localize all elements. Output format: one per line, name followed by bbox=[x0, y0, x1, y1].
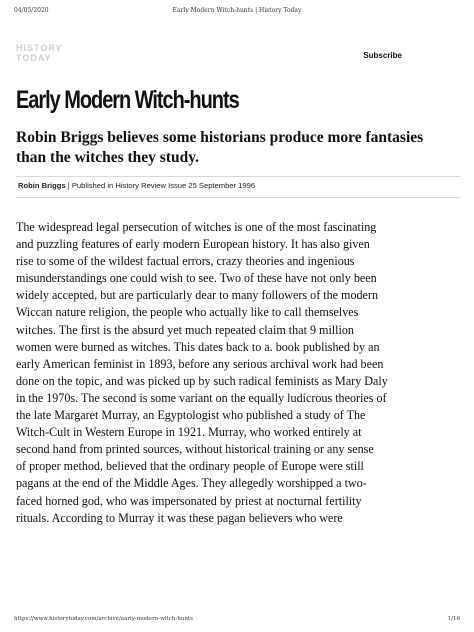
body-line: of proper method, believed that the ordinary people of Europe were still bbox=[16, 459, 364, 474]
body-line: in the 1970s. The second is some variant on the equally ludicrous theories of bbox=[16, 390, 387, 405]
body-line: Witch-Cult in Western Europe in 1921. Murray, who worked entirely at bbox=[16, 425, 362, 440]
body-line: rituals. According to Murray it was these pagan believers who were bbox=[16, 510, 343, 525]
body-line: The widespread legal persecution of witches is one of the most fascinating bbox=[16, 220, 377, 234]
logo-line-2: TODAY bbox=[16, 53, 52, 63]
print-url: https://www.historytoday.com/archive/early-modern-witch-hunts bbox=[14, 616, 193, 622]
body-line: women were burned as witches. This dates back to a. book published by an bbox=[16, 339, 380, 354]
logo-line-1: HISTORY bbox=[16, 43, 63, 53]
subscribe-link[interactable]: Subscribe bbox=[363, 51, 402, 60]
body-line: faced horned god, who was impersonated by priest at nocturnal fertility bbox=[16, 493, 362, 508]
body-line: witches. The first is the absurd yet much repeated claim that 9 million bbox=[16, 322, 354, 337]
standfirst-line: Robin Briggs believes some historians produce more fantasies bbox=[16, 129, 424, 146]
byline-divider-bottom bbox=[16, 197, 460, 198]
body-line: early American feminist in 1893, before any serious archival work had been bbox=[16, 356, 384, 371]
site-header bbox=[16, 43, 458, 73]
standfirst-line: than the witches they study. bbox=[16, 149, 200, 166]
body-line: pagans at the end of the Middle Ages. They allegedly worshipped a two- bbox=[16, 476, 367, 491]
print-page-title: Early Modern Witch-hunts | History Today bbox=[172, 7, 302, 14]
print-header bbox=[14, 7, 460, 19]
article-headline: Early Modern Witch-hunts bbox=[16, 86, 239, 114]
body-line: widely accepted, but are particularly dear to many followers of the modern bbox=[16, 288, 378, 303]
article-body bbox=[16, 219, 460, 527]
body-line: rise to some of the wildest factual errors, crazy theories and ingenious bbox=[16, 254, 355, 269]
print-footer bbox=[14, 616, 460, 626]
body-line: misunderstandings one could wish to see. Two of these have not only been bbox=[16, 271, 377, 286]
body-line: second hand from printed sources, without historical training or any sense bbox=[16, 442, 374, 457]
history-today-logo[interactable] bbox=[16, 43, 62, 69]
body-line: the late Margaret Murray, an Egyptologist who published a study of The bbox=[16, 408, 366, 423]
byline-divider-top bbox=[16, 176, 460, 177]
print-date: 04/05/2020 bbox=[14, 7, 49, 14]
body-line: done on the topic, and was picked up by such radical feminists as Mary Daly bbox=[16, 373, 388, 388]
publication-info: | Published in History Review Issue 25 September 1996 bbox=[65, 181, 256, 190]
byline bbox=[18, 181, 255, 190]
body-line: and puzzling features of early modern European history. It has also given bbox=[16, 237, 370, 252]
article-standfirst bbox=[16, 128, 466, 168]
print-page-number: 1/16 bbox=[447, 616, 460, 622]
author-link[interactable]: Robin Briggs bbox=[18, 181, 66, 190]
body-line: Wiccan nature religion, the people who actually like to call themselves bbox=[16, 305, 359, 320]
